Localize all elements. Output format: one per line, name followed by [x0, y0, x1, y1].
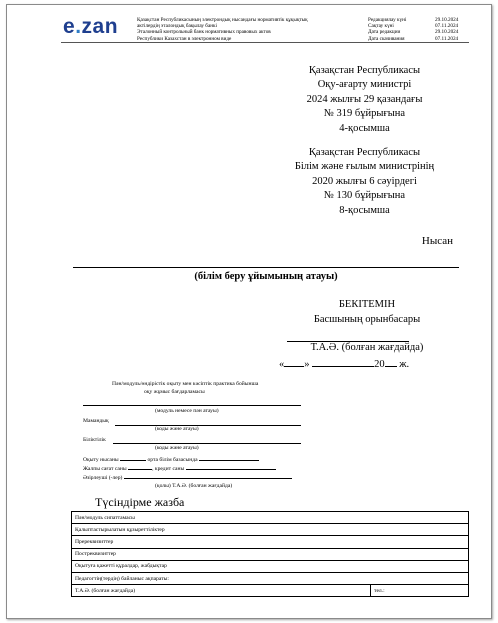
edu-form-row: Оқыту нысаны орта білім базасында: [83, 455, 259, 464]
header-date-label: Дата редакции: [368, 29, 401, 36]
developer-hint: (қолы) Т.А.Ә. (болған жағдайда): [155, 483, 233, 489]
org-name-caption: (білім беру ұйымының атауы): [194, 271, 338, 282]
header-line: Республики Казахстан в электронном виде: [137, 35, 232, 42]
ezan-logo[interactable]: e.zan: [63, 15, 119, 38]
annex-line: № 130 бұйрығына: [323, 190, 406, 202]
approve-date: « » 20 ж.: [279, 359, 410, 370]
annex-line: Қазақстан Республикасы: [308, 147, 421, 158]
explanatory-note-table: [71, 511, 469, 597]
header-date-value: 29.10.2024: [435, 17, 459, 23]
program-title-line1: Пән/модуль/өндірістік оқыту мен кәсіптік практика бойынша: [112, 381, 259, 387]
speciality-label: Мамандық: [83, 418, 109, 424]
annex-line: Білім және ғылым министрінің: [294, 161, 435, 173]
form-label: Нысан: [421, 235, 453, 247]
table-cell: Т.А.Ә. (болған жағдайда): [72, 585, 371, 597]
table-row: [72, 512, 469, 524]
table-cell: Қалыптастырылатын құзыреттіліктер: [72, 524, 469, 536]
annex-block-1: [262, 64, 467, 136]
table-row: [72, 572, 469, 584]
annex-line: Қазақстан Республикасы: [308, 65, 421, 76]
hours-row: Жалпы сағат саны , кредит саны: [83, 464, 276, 473]
program-title-line2: оқу жұмыс бағдарламасы: [144, 389, 205, 395]
header-source-text: [137, 17, 308, 42]
header-date-labels: [368, 17, 406, 42]
table-row: [72, 560, 469, 572]
annex-block-2: [262, 146, 467, 218]
module-hint: (модуль немесе пән атауы): [155, 408, 219, 414]
header-date-label: Дата скачивания: [368, 35, 405, 42]
qualification-line: [113, 443, 301, 444]
header-date-label: Сақтау күні: [368, 23, 394, 30]
qualification-hint: (коды және атауы): [155, 445, 199, 451]
approve-title: БЕКІТЕМІН: [338, 299, 396, 310]
developer-row: Әзірлеуші (-лер): [83, 473, 292, 482]
document-page: [6, 4, 492, 619]
table-row: [72, 536, 469, 548]
speciality-line: [115, 425, 301, 426]
header-date-values: [435, 17, 458, 42]
table-row: [72, 585, 469, 597]
table-cell: Пререквизиттер: [72, 536, 469, 548]
annex-line: № 319 бұйрығына: [323, 108, 406, 120]
org-name-line: [73, 267, 459, 268]
header-date-label: Редакциялау күні: [368, 17, 407, 23]
header-line: актілердің эталондық бақылау банкі: [137, 23, 217, 30]
table-cell: Педагогтің(тердің) байланыс ақпараты:: [72, 572, 469, 584]
approve-fio: Т.А.Ә. (болған жағдайда): [310, 342, 424, 353]
annex-line: 8-қосымша: [339, 204, 390, 216]
approve-role: Басшының орынбасары: [313, 314, 421, 325]
qualification-label: Біліктілік: [83, 437, 106, 443]
header-date-value: 07.11.2024: [435, 35, 459, 42]
header-date-value: 07.11.2024: [435, 23, 459, 30]
annex-line: 2020 жылғы 6 сәуірдегі: [312, 175, 417, 187]
annex-line: Оқу-ағарту министрі: [317, 79, 412, 91]
header-divider: [61, 42, 469, 43]
table-row: [72, 524, 469, 536]
explanatory-note-title: Түсіндірме жазба: [95, 495, 185, 509]
annex-line: 2024 жылғы 29 қазандағы: [306, 93, 423, 105]
annex-line: 4-қосымша: [339, 122, 390, 134]
table-cell: Пән/модуль сипаттамасы: [72, 512, 469, 524]
header-date-value: 29.10.2024: [435, 29, 459, 36]
table-row: [72, 548, 469, 560]
table-cell: Постреквизиттер: [72, 548, 469, 560]
module-name-line: [83, 405, 301, 406]
speciality-hint: (коды және атауы): [155, 426, 199, 432]
phone-cell: тел.:: [371, 585, 469, 597]
header-line: Қазақстан Республикасының электрондық нысандағы нормативтік құқықтық: [137, 17, 308, 23]
header-line: Эталонный контрольный банк нормативных правовых актов: [137, 29, 271, 36]
table-cell: Оқытуға қажетті құралдар, жабдықтар: [72, 560, 469, 572]
